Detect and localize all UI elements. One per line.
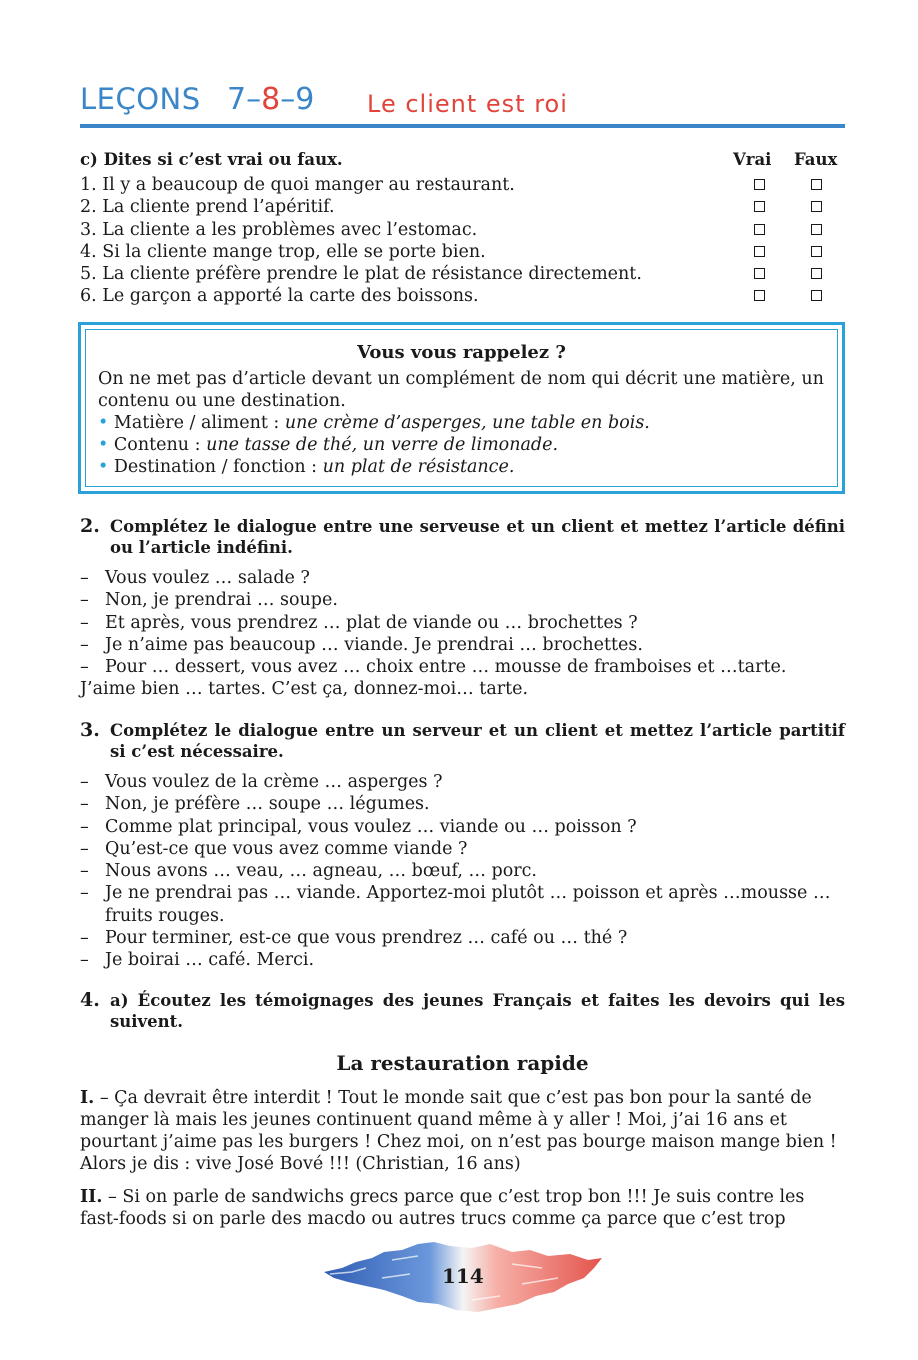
statement-row [80, 196, 845, 218]
bullet-example: une crème d’asperges, une table en bois. [284, 413, 650, 433]
testimony-text: – Ça devrait être interdit ! Tout le monde sait que c’est pas bon pour la santé de manger là mais les jeunes continuent quand même à y aller ! Moi, j’ai 16 ans et pourtant j’aime pas les burgers ! Chez moi, on n’est pas bourge maison mange bien ! Alors je dis : vive José Bové !!! (Christian, 16 ans) [80, 1088, 837, 1174]
testimony-number: II. [80, 1187, 103, 1207]
dialogue-dash: – [80, 657, 89, 678]
lesson-separator: – [246, 82, 262, 117]
statement-row [80, 219, 845, 241]
exercise-number: 3. [80, 719, 100, 741]
dialogue-dash: – [80, 950, 89, 971]
faux-checkbox[interactable] [811, 246, 822, 257]
dialogue-text: Pour terminer, est-ce que vous prendrez … café ou … thé ? [105, 928, 628, 949]
dialogue-line [80, 927, 845, 949]
dialogue-text: J’aime bien … tartes. C’est ça, donnez-moi… tarte. [80, 679, 529, 700]
dialogue-dash: – [80, 816, 89, 837]
lesson-number-8: 8 [261, 82, 281, 117]
dialogue-line [80, 860, 845, 882]
dialogue-text: Non, je préfère … soupe … légumes. [105, 794, 430, 815]
statement-row [80, 174, 845, 196]
dialogue-line [80, 816, 845, 838]
statement-text: 4. Si la cliente mange trop, elle se porte bien. [80, 241, 486, 262]
dialogue-dash: – [80, 861, 89, 882]
dialogue-line [80, 771, 845, 793]
exercise-instruction: a) Écoutez les témoignages des jeunes Français et faites les devoirs qui les suivent. [110, 991, 845, 1031]
dialogue-text: Vous voulez de la crème … asperges ? [105, 772, 443, 792]
dialogue-text: Vous voulez … salade ? [105, 568, 310, 588]
dialogue-text: Pour … dessert, vous avez … choix entre … mousse de framboises et …tarte. [105, 657, 787, 678]
dialogue-text: Je n’aime pas beaucoup … viande. Je prendrai … brochettes. [105, 634, 643, 655]
dialogue-line [80, 678, 845, 700]
dialogue-dash: – [80, 612, 89, 633]
dialogue-dash: – [80, 883, 89, 904]
testimony-paragraph-2 [80, 1186, 845, 1230]
reminder-bullet [98, 456, 825, 478]
lesson-title: Le client est roi [367, 90, 568, 118]
testimony-text: – Si on parle de sandwichs grecs parce que c’est trop bon !!! Je suis contre les fast-foods si on parle des macdo ou autres trucs comme ça parce que c’est trop [80, 1187, 805, 1229]
vrai-checkbox[interactable] [754, 179, 765, 190]
reminder-title: Vous vous rappelez ? [357, 342, 566, 363]
dialogue-line [80, 838, 845, 860]
testimony-number: I. [80, 1088, 95, 1108]
header-divider [80, 124, 845, 128]
reminder-bullet [98, 412, 825, 434]
bullet-label: Destination / fonction : [113, 457, 323, 477]
statement-text: 1. Il y a beaucoup de quoi manger au restaurant. [80, 175, 515, 195]
bullet-dot-icon: • [98, 457, 109, 477]
reading-title: La restauration rapide [336, 1051, 589, 1075]
dialogue-line [80, 567, 845, 589]
exercise-3 [80, 720, 845, 972]
exercise-number: 2. [80, 515, 100, 537]
page-number: 114 [442, 1264, 484, 1288]
bullet-example: une tasse de thé, un verre de limonade. [206, 435, 559, 455]
exercise-2 [80, 516, 845, 701]
column-header-faux: Faux [794, 150, 838, 169]
column-header-vrai: Vrai [733, 150, 772, 169]
vrai-checkbox[interactable] [754, 290, 765, 301]
dialogue-text: Et après, vous prendrez … plat de viande ou … brochettes ? [105, 612, 638, 633]
statement-row [80, 263, 845, 285]
dialogue-dash: – [80, 928, 89, 949]
lesson-number-9: 9 [295, 82, 315, 117]
reminder-bullet [98, 434, 825, 456]
dialogue-text: Nous avons … veau, … agneau, … bœuf, … porc. [105, 861, 537, 882]
dialogue-line [80, 949, 845, 971]
dialogue-line [80, 589, 845, 611]
grammar-reminder-box [78, 322, 845, 494]
dialogue-dash: – [80, 590, 89, 611]
faux-checkbox[interactable] [811, 290, 822, 301]
dialogue-line [80, 882, 845, 927]
dialogue-dash: – [80, 838, 89, 859]
reminder-intro: On ne met pas d’article devant un complément de nom qui décrit une matière, un contenu ou une destination. [98, 369, 824, 411]
vrai-checkbox[interactable] [754, 224, 765, 235]
faux-checkbox[interactable] [811, 268, 822, 279]
dialogue-text: Comme plat principal, vous voulez … viande ou … poisson ? [105, 816, 637, 837]
dialogue-text: Non, je prendrai … soupe. [105, 590, 338, 611]
exercise-number: 4. [80, 989, 100, 1011]
dialogue-text: Je boirai … café. Merci. [105, 950, 315, 971]
exercise-instruction: Complétez le dialogue entre une serveuse et un client et mettez l’article défini ou l’article indéfini. [110, 517, 845, 557]
dialogue-dash: – [80, 568, 89, 588]
lessons-label: LEÇONS [80, 82, 201, 116]
faux-checkbox[interactable] [811, 224, 822, 235]
lesson-number-7: 7 [227, 82, 247, 117]
bullet-dot-icon: • [98, 435, 109, 455]
exercise-instruction: c) Dites si c’est vrai ou faux. [80, 150, 343, 169]
statement-text: 3. La cliente a les problèmes avec l’estomac. [80, 219, 478, 240]
statement-row [80, 285, 845, 307]
dialogue-dash: – [80, 772, 89, 792]
dialogue-text: Je ne prendrai pas … viande. Apportez-moi plutôt … poisson et après …mousse … fruits rouges. [105, 883, 831, 926]
faux-checkbox[interactable] [811, 201, 822, 212]
bullet-dot-icon: • [98, 413, 109, 433]
dialogue-line [80, 656, 845, 678]
dialogue-line [80, 634, 845, 656]
vrai-checkbox[interactable] [754, 246, 765, 257]
dialogue-text: Qu’est-ce que vous avez comme viande ? [105, 838, 468, 859]
lesson-header [80, 82, 845, 122]
statement-text: 6. Le garçon a apporté la carte des boissons. [80, 286, 479, 307]
dialogue-dash: – [80, 634, 89, 655]
dialogue-dash: – [80, 794, 89, 815]
vrai-checkbox[interactable] [754, 201, 765, 212]
bullet-label: Contenu : [113, 435, 207, 455]
statement-row [80, 241, 845, 263]
bullet-example: un plat de résistance. [322, 457, 515, 477]
true-false-exercise [80, 150, 845, 308]
exercise-4 [80, 990, 845, 1032]
dialogue-line [80, 793, 845, 815]
statement-text: 2. La cliente prend l’apéritif. [80, 197, 335, 218]
vrai-checkbox[interactable] [754, 268, 765, 279]
faux-checkbox[interactable] [811, 179, 822, 190]
statement-text: 5. La cliente préfère prendre le plat de résistance directement. [80, 264, 642, 285]
bullet-label: Matière / aliment : [113, 413, 285, 433]
lesson-numbers [227, 82, 314, 117]
exercise-instruction: Complétez le dialogue entre un serveur et un client et mettez l’article partitif si c’est nécessaire. [110, 721, 845, 761]
dialogue-line [80, 612, 845, 634]
testimony-paragraph-1 [80, 1087, 845, 1175]
lesson-separator: – [280, 82, 296, 117]
